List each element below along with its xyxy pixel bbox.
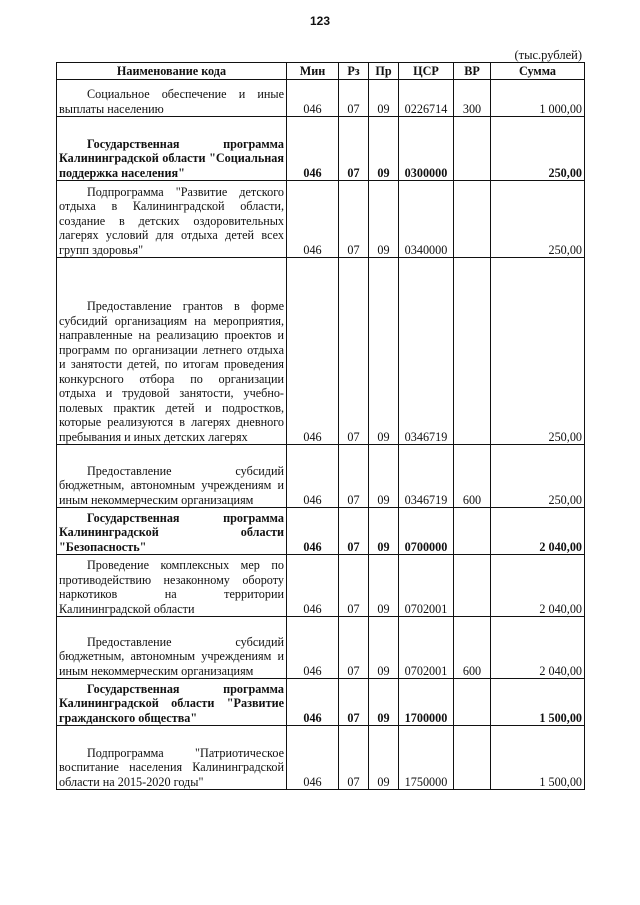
row-sum: 1 500,00	[491, 679, 585, 726]
row-name: Государственная программа Калининградской области "Развитие гражданского общества"	[57, 679, 287, 726]
row-min: 046	[287, 508, 339, 555]
col-header-csr: ЦСР	[399, 63, 454, 80]
row-min: 046	[287, 617, 339, 679]
row-vr	[454, 181, 491, 258]
table-row	[57, 445, 585, 508]
row-name: Проведение комплексных мер по противодействию незаконному обороту наркотиков на территории Калининградской области	[57, 555, 287, 617]
row-vr: 600	[454, 445, 491, 508]
row-min: 046	[287, 80, 339, 117]
row-vr	[454, 555, 491, 617]
col-header-sum: Сумма	[491, 63, 585, 80]
row-rz: 07	[339, 508, 369, 555]
row-rz: 07	[339, 117, 369, 181]
col-header-min: Мин	[287, 63, 339, 80]
row-sum: 2 040,00	[491, 555, 585, 617]
row-csr: 0700000	[399, 508, 454, 555]
row-vr: 300	[454, 80, 491, 117]
row-rz: 07	[339, 617, 369, 679]
page-number: 123	[309, 14, 331, 28]
row-csr: 0346719	[399, 445, 454, 508]
row-vr	[454, 508, 491, 555]
row-csr: 0300000	[399, 117, 454, 181]
units-label: (тыс.рублей)	[514, 48, 582, 62]
col-header-name: Наименование кода	[57, 63, 287, 80]
table-header-row	[57, 63, 585, 80]
row-rz: 07	[339, 679, 369, 726]
row-name: Предоставление грантов в форме субсидий организациям на мероприятия, направленные на реализацию проектов и программ по организации летнего отдыха и занятости детей, по итогам проведения конкурсного отбора по организации отдыха и трудовой занятости, учебно-полевых практик детей и подростков, которые реализуются в лагерях дневного пребывания и иных детских лагерях	[57, 258, 287, 445]
row-rz: 07	[339, 555, 369, 617]
row-pr: 09	[369, 117, 399, 181]
table-row	[57, 555, 585, 617]
row-vr	[454, 117, 491, 181]
row-csr: 1750000	[399, 726, 454, 790]
row-pr: 09	[369, 508, 399, 555]
col-header-vr: ВР	[454, 63, 491, 80]
row-csr: 0702001	[399, 617, 454, 679]
row-min: 046	[287, 117, 339, 181]
row-pr: 09	[369, 181, 399, 258]
row-sum: 1 000,00	[491, 80, 585, 117]
row-rz: 07	[339, 181, 369, 258]
row-rz: 07	[339, 80, 369, 117]
row-vr	[454, 679, 491, 726]
row-sum: 250,00	[491, 258, 585, 445]
col-header-pr: Пр	[369, 63, 399, 80]
row-name: Государственная программа Калининградской области "Социальная поддержка населения"	[57, 117, 287, 181]
row-vr	[454, 258, 491, 445]
table-row	[57, 181, 585, 258]
table-row	[57, 726, 585, 790]
row-pr: 09	[369, 445, 399, 508]
row-name: Подпрограмма "Развитие детского отдыха в Калининградской области, создание в детских оздоровительных лагерях условий для отдыха детей всех групп здоровья"	[57, 181, 287, 258]
row-csr: 1700000	[399, 679, 454, 726]
row-name: Социальное обеспечение и иные выплаты населению	[57, 80, 287, 117]
row-min: 046	[287, 726, 339, 790]
row-sum: 250,00	[491, 117, 585, 181]
table-row	[57, 258, 585, 445]
row-pr: 09	[369, 258, 399, 445]
row-rz: 07	[339, 726, 369, 790]
row-vr: 600	[454, 617, 491, 679]
row-name: Государственная программа Калининградской области "Безопасность"	[57, 508, 287, 555]
row-min: 046	[287, 555, 339, 617]
row-sum: 2 040,00	[491, 617, 585, 679]
row-csr: 0346719	[399, 258, 454, 445]
row-min: 046	[287, 679, 339, 726]
row-pr: 09	[369, 555, 399, 617]
row-name: Предоставление субсидий бюджетным, автономным учреждениям и иным некоммерческим организациям	[57, 617, 287, 679]
row-sum: 1 500,00	[491, 726, 585, 790]
row-pr: 09	[369, 617, 399, 679]
row-pr: 09	[369, 726, 399, 790]
row-csr: 0702001	[399, 555, 454, 617]
budget-table	[56, 62, 585, 790]
row-sum: 250,00	[491, 181, 585, 258]
table-row	[57, 617, 585, 679]
row-pr: 09	[369, 679, 399, 726]
row-min: 046	[287, 181, 339, 258]
table-row	[57, 80, 585, 117]
row-rz: 07	[339, 445, 369, 508]
row-rz: 07	[339, 258, 369, 445]
row-min: 046	[287, 445, 339, 508]
table-row	[57, 679, 585, 726]
col-header-rz: Рз	[339, 63, 369, 80]
row-pr: 09	[369, 80, 399, 117]
row-csr: 0340000	[399, 181, 454, 258]
row-vr	[454, 726, 491, 790]
row-name: Подпрограмма "Патриотическое воспитание населения Калининградской области на 2015-2020 годы"	[57, 726, 287, 790]
row-csr: 0226714	[399, 80, 454, 117]
row-sum: 2 040,00	[491, 508, 585, 555]
row-sum: 250,00	[491, 445, 585, 508]
table-row	[57, 117, 585, 181]
row-name: Предоставление субсидий бюджетным, автономным учреждениям и иным некоммерческим организациям	[57, 445, 287, 508]
table-row	[57, 508, 585, 555]
row-min: 046	[287, 258, 339, 445]
